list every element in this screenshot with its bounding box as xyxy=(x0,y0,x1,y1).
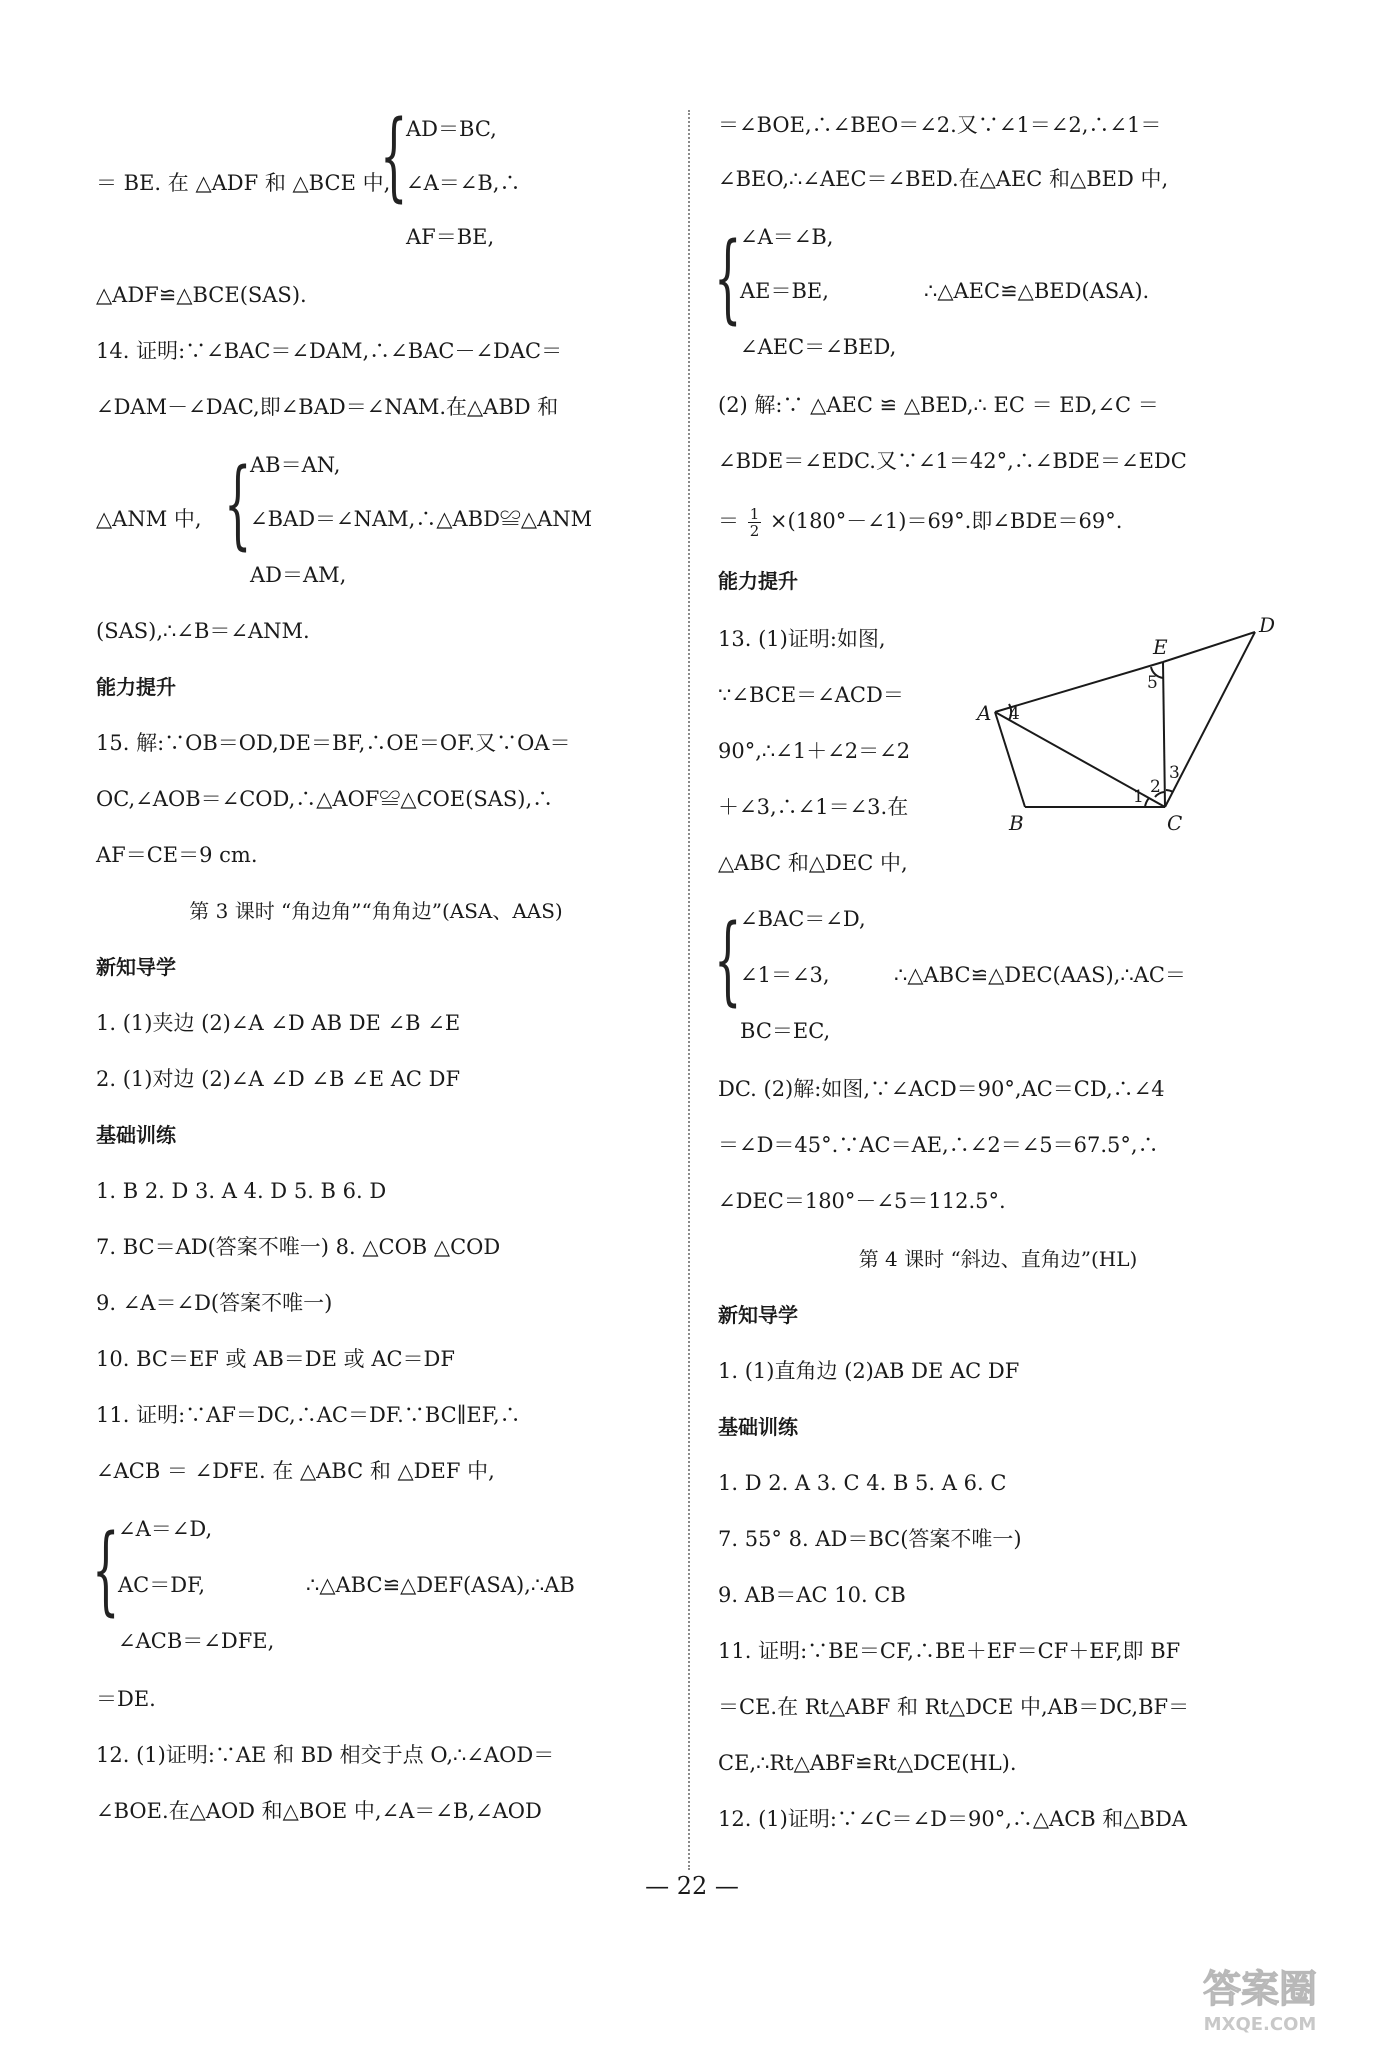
segment-ec xyxy=(1163,662,1165,807)
text-line: 1. (1)夹边 (2)∠A ∠D AB DE ∠B ∠E xyxy=(96,1011,461,1035)
angle-label-4: 4 xyxy=(1009,704,1020,724)
section-heading: 新知导学 xyxy=(718,1303,798,1327)
section-heading: 基础训练 xyxy=(96,1123,176,1147)
watermark-text: 答案圈 xyxy=(1202,1967,1318,2011)
expression: ×(180°－∠1)＝69°.即∠BDE＝69°. xyxy=(769,509,1123,533)
fraction-denominator: 2 xyxy=(749,522,760,540)
system-line: ∠A＝∠D, xyxy=(118,1517,213,1541)
text-line: 14. 证明:∵∠BAC＝∠DAM,∴∠BAC－∠DAC＝ xyxy=(96,339,563,363)
angle-label-3: 3 xyxy=(1169,763,1180,783)
text-line: CE,∴Rt△ABF≌Rt△DCE(HL). xyxy=(718,1751,1017,1775)
label-c: C xyxy=(1167,811,1183,832)
text-line: 1. B 2. D 3. A 4. D 5. B 6. D xyxy=(96,1179,387,1203)
text-line: 1. D 2. A 3. C 4. B 5. A 6. C xyxy=(718,1471,1007,1495)
brace: { xyxy=(714,904,742,1016)
text-line: 9. AB＝AC 10. CB xyxy=(718,1583,906,1607)
text-line: ∴△ABC≌△DEC(AAS),∴AC＝ xyxy=(894,963,1186,987)
text-line: ＝CE.在 Rt△ABF 和 Rt△DCE 中,AB＝DC,BF＝ xyxy=(718,1695,1190,1719)
text-line: 90°,∴∠1＋∠2＝∠2 xyxy=(718,739,911,763)
system-line: BC＝EC, xyxy=(740,1019,831,1043)
system-line: AD＝BC, xyxy=(406,117,497,141)
watermark-logo xyxy=(1160,1956,1360,2036)
section-heading: 基础训练 xyxy=(718,1415,798,1439)
text-line: 10. BC＝EF 或 AB＝DE 或 AC＝DF xyxy=(96,1347,455,1371)
system-line: ∠A＝∠B,∴ xyxy=(406,171,521,195)
text-line: ∴△AEC≌△BED(ASA). xyxy=(924,279,1150,303)
watermark-url: MXQE.COM xyxy=(1203,2014,1317,2035)
fraction xyxy=(748,506,762,539)
system-line: AF＝BE, xyxy=(406,225,495,249)
text-line: 12. (1)证明:∵∠C＝∠D＝90°,∴△ACB 和△BDA xyxy=(718,1807,1187,1831)
equals-sign: ＝ xyxy=(718,509,739,533)
text-line: 11. 证明:∵AF＝DC,∴AC＝DF.∵BC∥EF,∴ xyxy=(96,1403,521,1427)
system-line: AD＝AM, xyxy=(250,563,347,587)
system-line: ∠A＝∠B, xyxy=(740,225,834,249)
text-line: 9. ∠A＝∠D(答案不唯一) xyxy=(96,1291,333,1315)
section-heading: 能力提升 xyxy=(96,675,176,699)
angle-label-1: 1 xyxy=(1133,787,1144,807)
text-line: OC,∠AOB＝∠COD,∴△AOF≌△COE(SAS),∴ xyxy=(96,787,554,811)
text-line: ∵∠BCE＝∠ACD＝ xyxy=(718,683,904,707)
text-line: ＝DE. xyxy=(96,1687,156,1711)
fraction-line xyxy=(718,506,1122,539)
system-line: AE＝BE, xyxy=(740,279,829,303)
angle-mark-3 xyxy=(1166,790,1173,792)
section-heading: 新知导学 xyxy=(96,955,176,979)
system-line: ∠BAC＝∠D, xyxy=(740,907,866,931)
text-line: 11. 证明:∵BE＝CF,∴BE＋EF＝CF＋EF,即 BF xyxy=(718,1639,1181,1663)
label-e: E xyxy=(1153,635,1168,659)
column-divider xyxy=(688,110,690,1870)
text-line: ∴△ABC≌△DEF(ASA),∴AB xyxy=(306,1573,575,1597)
text-line: △ADF≌△BCE(SAS). xyxy=(96,283,307,307)
system-line: AB＝AN, xyxy=(250,453,341,477)
system-line: ∠AEC＝∠BED, xyxy=(740,335,897,359)
text-line: 15. 解:∵OB＝OD,DE＝BF,∴OE＝OF.又∵OA＝ xyxy=(96,731,571,755)
text-line: (2) 解:∵ △AEC ≌ △BED,∴ EC ＝ ED,∠C ＝ xyxy=(718,393,1159,417)
text-line: ∠DAM－∠DAC,即∠BAD＝∠NAM.在△ABD 和 xyxy=(96,395,559,419)
text-line: ＝∠D＝45°.∵AC＝AE,∴∠2＝∠5＝67.5°,∴ xyxy=(718,1133,1159,1157)
text-line: ∠BOE.在△AOD 和△BOE 中,∠A＝∠B,∠AOD xyxy=(96,1799,542,1823)
text-line: AF＝CE＝9 cm. xyxy=(96,843,258,867)
label-b: B xyxy=(1009,811,1024,832)
text-line: △ANM 中, xyxy=(96,507,202,531)
section-heading: 能力提升 xyxy=(718,569,798,593)
brace: { xyxy=(714,222,742,334)
text-line: DC. (2)解:如图,∵∠ACD＝90°,AC＝CD,∴∠4 xyxy=(718,1077,1165,1101)
text-line: ∠BEO,∴∠AEC＝∠BED.在△AEC 和△BED 中, xyxy=(718,167,1169,191)
brace: { xyxy=(224,448,252,560)
text-line: 7. BC＝AD(答案不唯一) 8. △COB △COD xyxy=(96,1235,501,1259)
fraction-numerator: 1 xyxy=(749,505,760,523)
lesson-title: 第 4 课时 “斜边、直角边”(HL) xyxy=(858,1247,1138,1271)
text-line: ∠BDE＝∠EDC.又∵∠1＝42°,∴∠BDE＝∠EDC xyxy=(718,449,1187,473)
text-line: ＋∠3,∴∠1＝∠3.在 xyxy=(718,795,909,819)
angle-label-5: 5 xyxy=(1147,673,1158,693)
system-line: ∠ACB＝∠DFE, xyxy=(118,1629,275,1653)
geometry-figure xyxy=(975,612,1295,832)
label-d: D xyxy=(1259,613,1276,637)
text-line: ＝ BE. 在 △ADF 和 △BCE 中, xyxy=(96,171,391,195)
page-number: — 22 — xyxy=(645,1872,739,1900)
system-line: ∠1＝∠3, xyxy=(740,963,830,987)
text-line: 12. (1)证明:∵AE 和 BD 相交于点 O,∴∠AOD＝ xyxy=(96,1743,555,1767)
text-line: 7. 55° 8. AD＝BC(答案不唯一) xyxy=(718,1527,1022,1551)
text-line: △ABC 和△DEC 中, xyxy=(718,851,908,875)
text-line: (SAS),∴∠B＝∠ANM. xyxy=(96,619,310,643)
angle-mark-1 xyxy=(1145,798,1149,807)
label-a: A xyxy=(977,701,992,725)
brace: { xyxy=(380,100,408,212)
brace: { xyxy=(92,1514,120,1626)
text-line: ＝∠BOE,∴∠BEO＝∠2.又∵∠1＝∠2,∴∠1＝ xyxy=(718,113,1162,137)
text-line: ∠ACB ＝ ∠DFE. 在 △ABC 和 △DEF 中, xyxy=(96,1459,495,1483)
system-line: AC＝DF, xyxy=(118,1573,206,1597)
angle-label-2: 2 xyxy=(1150,777,1161,797)
text-line: 13. (1)证明:如图, xyxy=(718,627,886,651)
system-line: ∠BAD＝∠NAM,∴△ABD≌△ANM xyxy=(250,507,593,531)
text-line: 2. (1)对边 (2)∠A ∠D ∠B ∠E AC DF xyxy=(96,1067,461,1091)
segment-ae xyxy=(995,662,1163,712)
text-line: ∠DEC＝180°－∠5＝112.5°. xyxy=(718,1189,1006,1213)
text-line: 1. (1)直角边 (2)AB DE AC DF xyxy=(718,1359,1020,1383)
lesson-title: 第 3 课时 “角边角”“角角边”(ASA、AAS) xyxy=(189,899,563,923)
